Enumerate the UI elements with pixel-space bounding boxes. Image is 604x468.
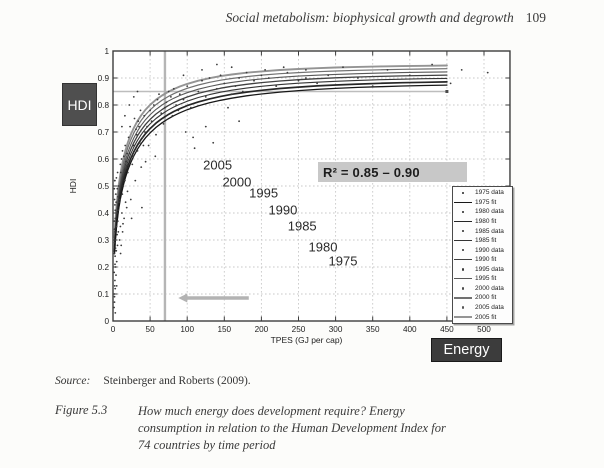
scatter-point [155,134,157,136]
scatter-point [120,172,122,174]
legend-marker-shape [454,297,472,298]
legend-marker-shape [454,259,472,260]
scatter-point [172,115,174,117]
scatter-point [264,69,266,71]
scatter-point [327,74,329,76]
scatter-point [205,126,207,128]
scatter-point [117,220,119,222]
source-label: Source: [55,375,91,387]
legend-dot-marker [453,287,473,290]
scatter-point [123,218,125,220]
scatter-point [127,172,129,174]
legend-dot-marker [453,230,473,233]
scatter-point [125,161,127,163]
legend-label: 1985 data [475,227,504,235]
legend-marker-shape [462,306,465,309]
hdi-axis-callout-box: HDI [62,83,97,126]
scatter-point [124,180,126,182]
legend-marker-shape [462,192,465,195]
scatter-point [157,99,159,101]
scatter-point [128,104,130,106]
legend-line-swatch [453,259,473,260]
scatter-point [154,155,156,157]
scatter-point [129,126,131,128]
scatter-point [115,247,117,249]
y-tick-label: 0.1 [97,289,109,299]
y-tick-label: 0.6 [97,154,109,164]
legend-label: 1975 fit [475,198,497,206]
figure-caption [55,403,446,454]
x-tick-label: 250 [291,325,306,334]
scatter-point [116,234,118,236]
scatter-point [153,104,155,106]
scatter-point [136,134,138,136]
y-tick-label: 1 [104,46,109,56]
scatter-point [160,112,162,114]
scatter-point [117,172,119,174]
scatter-point [114,231,116,233]
scatter-point [166,101,168,103]
scatter-point [183,99,185,101]
legend-dot-marker [453,249,473,252]
legend-dot-marker [453,268,473,271]
scatter-point [114,255,116,257]
legend-marker-shape [454,202,472,203]
caption-line: consumption in relation to the Human Development Index for [138,421,446,435]
scatter-point [287,72,289,74]
scatter-point [116,285,118,287]
scatter-point [138,126,140,128]
legend-row [453,284,512,292]
figure-number: Figure 5.3 [55,403,108,417]
y-tick-label: 0.2 [97,262,109,272]
scatter-point [144,131,146,133]
scatter-point [275,85,277,87]
scatter-point [124,169,126,171]
scatter-point [242,91,244,93]
caption-line: How much energy does development require? Energy [138,404,405,418]
scatter-point [148,145,150,147]
scatter-point [142,137,144,139]
scatter-point [298,80,300,82]
legend-marker-shape [462,287,465,290]
scatter-point [116,226,118,228]
y-tick-label: 0.7 [97,127,109,137]
legend-marker-shape [454,221,472,223]
scatter-point [114,209,116,211]
legend-marker-shape [454,278,472,279]
scatter-point [235,85,237,87]
scatter-point [151,120,153,122]
legend-row [453,246,512,254]
legend-marker-shape [462,211,465,214]
scatter-point [124,145,126,147]
legend-marker-shape [454,316,472,318]
scatter-point [137,150,139,152]
scatter-point [238,120,240,122]
scatter-point [114,288,116,290]
scatter-point [121,158,123,160]
legend-dot-marker [453,211,473,214]
scatter-point [127,191,129,193]
running-head-title: Social metabolism: biophysical growth and degrowth [225,10,514,25]
scatter-point [117,196,119,198]
year-label-1995: 1995 [249,185,279,201]
scatter-point [409,74,411,76]
legend-label: 2005 fit [475,313,497,321]
scatter-point [164,107,166,109]
legend-label: 1980 fit [475,217,497,225]
scatter-point [173,88,175,90]
legend-line-swatch [453,316,473,318]
scatter-point [461,69,463,71]
scatter-point [122,231,124,233]
scatter-point [137,120,139,122]
source-line [55,375,251,387]
scatter-point [123,155,125,157]
legend-marker-shape [454,240,472,241]
legend-line-swatch [453,221,473,223]
scatter-point [177,110,179,112]
x-tick-label: 300 [328,325,343,334]
scatter-point [114,199,116,201]
scatter-point [121,193,123,195]
scatter-point [130,199,132,201]
legend-row [453,313,512,321]
x-tick-label: 50 [145,325,155,334]
source-text: Steinberger and Roberts (2009). [103,375,251,387]
year-label-2005: 2005 [203,157,233,173]
scatter-point [216,64,218,66]
scatter-point [212,142,214,144]
scatter-point [268,77,270,79]
scatter-point [146,126,148,128]
scatter-point [170,96,172,98]
x-tick-label: 0 [110,325,116,334]
scatter-point [134,118,136,120]
legend-label: 2000 fit [475,294,497,302]
scatter-point [143,115,145,117]
scatter-point [128,153,130,155]
scatter-point [114,285,116,287]
scatter-point [116,177,118,179]
scatter-point [125,201,127,203]
scatter-point [192,137,194,139]
scatter-point [223,83,225,85]
scatter-point [135,128,137,130]
scatter-point [175,104,177,106]
legend-dot-marker [453,192,473,195]
y-axis-title: HDI [68,178,78,194]
scatter-point [120,245,122,247]
scatter-point [431,64,433,66]
scatter-point [179,93,181,95]
legend-label: 1975 data [475,189,504,197]
scatter-point [126,153,128,155]
scatter-point [305,69,307,71]
scatter-point [118,185,120,187]
legend-row [453,256,512,264]
scatter-point [115,193,117,195]
scatter-point [114,228,116,230]
scatter-point [133,96,135,98]
scatter-point [114,253,116,255]
legend-label: 1995 data [475,265,504,273]
scatter-point [143,145,145,147]
y-tick-label: 0.8 [97,100,109,110]
scatter-point [120,253,122,255]
scatter-point [122,223,124,225]
legend-label: 1990 fit [475,256,497,264]
y-tick-label: 0 [104,316,109,326]
x-tick-label: 400 [402,325,417,334]
scatter-point [201,80,203,82]
legend-line-swatch [453,297,473,298]
scatter-point [450,83,452,85]
legend-label: 1985 fit [475,237,497,245]
figure-caption-text [138,403,446,454]
scatter-point [231,66,233,68]
scatter-point [114,296,116,298]
x-tick-label: 450 [440,325,454,334]
scatter-point [124,115,126,117]
x-tick-label: 500 [477,325,491,334]
scatter-point [119,164,121,166]
scatter-point [227,107,229,109]
scatter-point [133,145,135,147]
legend-row [453,294,512,302]
legend-row [453,217,512,225]
legend-label: 1995 fit [475,275,497,283]
legend-row [453,227,512,235]
scatter-point [114,301,116,303]
scatter-point [145,161,147,163]
year-label-1975: 1975 [328,253,358,269]
scatter-point [115,274,117,276]
scatter-point [117,231,119,233]
scatter-point [116,261,118,263]
scatter-point [253,80,255,82]
scatter-point [372,85,374,87]
scatter-point [163,123,165,125]
r-squared-annotation: R² = 0.85 – 0.90 [318,162,467,182]
legend-row [453,237,512,245]
scatter-point [168,91,170,93]
scatter-point [190,107,192,109]
legend-line-swatch [453,202,473,203]
legend-line-swatch [453,240,473,241]
scatter-point [201,69,203,71]
x-axis-title: TPES (GJ per cap) [270,335,343,345]
scatter-point [117,209,119,211]
scatter-point [342,66,344,68]
scatter-point [122,150,124,152]
reference-line-end-marker [445,90,448,93]
scatter-point [114,204,116,206]
year-label-1990: 1990 [268,202,298,218]
legend-label: 2005 data [475,304,504,312]
page-number: 109 [525,10,546,25]
scatter-point [114,242,116,244]
scatter-point [183,74,185,76]
year-label-2000: 2000 [222,174,252,190]
scatter-point [126,207,128,209]
legend-label: 2000 data [475,284,504,292]
scatter-point [134,180,136,182]
x-tick-label: 150 [217,325,232,334]
scatter-point [114,218,116,220]
scatter-point [197,91,199,93]
scatter-point [120,226,122,228]
legend-row [453,304,512,312]
scatter-point [131,218,133,220]
legend-marker-shape [462,249,465,252]
scatter-point [261,74,263,76]
scatter-point [114,180,116,182]
x-tick-label: 350 [365,325,380,334]
scatter-point [387,69,389,71]
x-tick-label: 200 [254,325,269,334]
scatter-point [149,110,151,112]
scatter-point [121,126,123,128]
scatter-point [140,110,142,112]
y-tick-label: 0.3 [97,235,109,245]
scatter-point [131,164,133,166]
legend-marker-shape [462,230,465,233]
legend-row [453,198,512,206]
year-label-1980: 1980 [308,239,338,255]
scatter-point [117,245,119,247]
scatter-point [158,93,160,95]
scatter-point [141,207,143,209]
scatter-point [126,166,128,168]
scatter-point [205,96,207,98]
legend-row [453,208,512,216]
y-tick-label: 0.5 [97,181,109,191]
scatter-point [115,201,117,203]
scatter-point [305,77,307,79]
scatter-point [216,88,218,90]
legend-row [453,265,512,273]
scatter-point [487,72,489,74]
scatter-point [119,199,121,201]
caption-line: 74 countries by time period [138,438,276,452]
scatter-point [357,77,359,79]
scatter-point [185,131,187,133]
scatter-point [316,83,318,85]
scatter-point [132,155,134,157]
scatter-point [121,212,123,214]
scatter-point [246,72,248,74]
legend-row [453,189,512,197]
scatter-point [137,91,139,93]
scatter-point [231,93,233,95]
scatter-point [283,66,285,68]
legend-marker-shape [462,268,465,271]
legend-label: 1990 data [475,246,504,254]
scatter-point [118,201,120,203]
legend-row [453,275,512,283]
legend-label: 1980 data [475,208,504,216]
scatter-point [128,137,130,139]
scatter-point [194,147,196,149]
scatter-point [115,250,117,252]
chart-legend [452,186,513,324]
x-tick-label: 100 [180,325,195,334]
scatter-point [123,185,125,187]
scatter-point [186,85,188,87]
scatter-point [209,77,211,79]
year-label-1985: 1985 [287,218,317,234]
scatter-point [116,188,118,190]
scatter-point [139,142,141,144]
energy-axis-callout-box: Energy [431,338,502,362]
scatter-point [238,77,240,79]
scatter-point [119,239,121,241]
scatter-point [140,166,142,168]
legend-dot-marker [453,306,473,309]
y-tick-label: 0.9 [97,73,109,83]
scatter-point [114,312,116,314]
legend-line-swatch [453,278,473,279]
scatter-point [114,263,116,265]
scatter-point [220,74,222,76]
y-tick-label: 0.4 [97,208,109,218]
scatter-point [114,280,116,282]
